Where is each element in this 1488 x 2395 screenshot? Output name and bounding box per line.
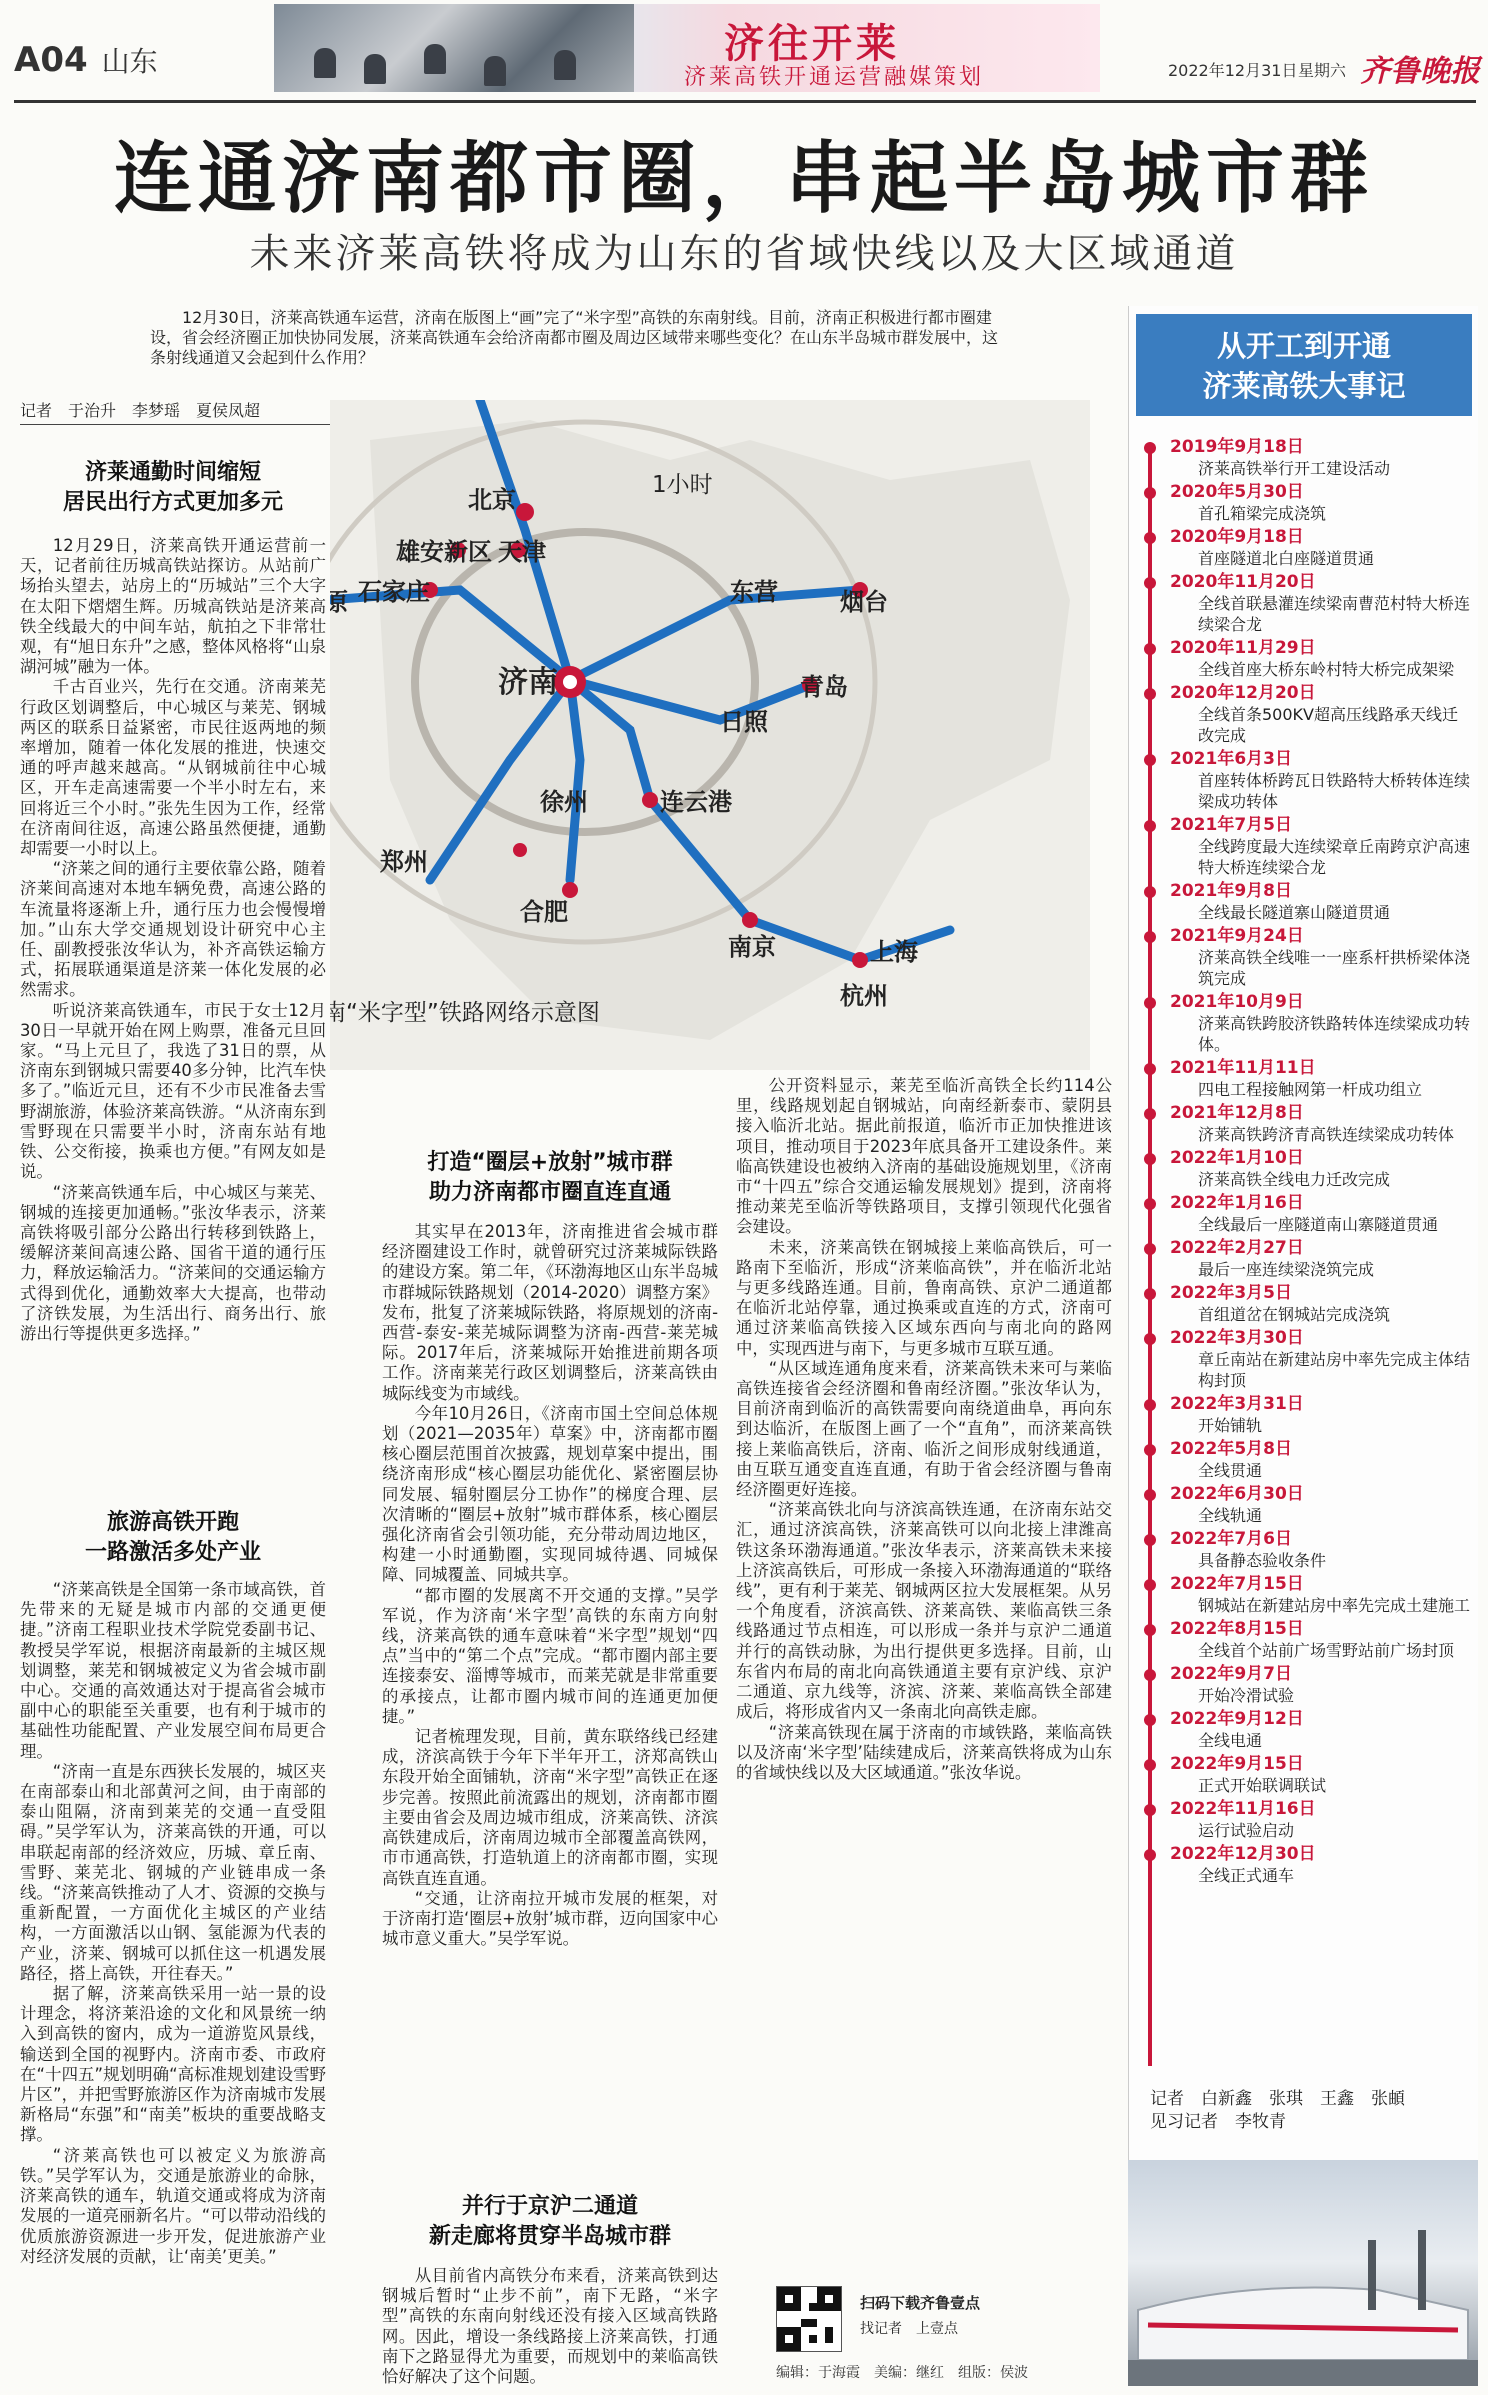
timeline-event (1148, 1528, 1472, 1571)
event-text: 全线首座大桥东岭村特大桥完成架梁 (1198, 660, 1455, 679)
timeline-event (1148, 925, 1472, 989)
timeline-event (1148, 880, 1472, 923)
timeline-event (1148, 1573, 1472, 1616)
train-drawing (1128, 2160, 1478, 2386)
railway-map (330, 400, 1090, 1070)
section-name: 山东 (101, 45, 158, 78)
event-text: 正式开始联调联试 (1198, 1776, 1327, 1795)
timeline-event (1148, 1102, 1472, 1145)
page-number: A04 山东 (14, 40, 158, 80)
event-date: 2021年12月8日 (1170, 1103, 1304, 1123)
timeline-event (1148, 571, 1472, 635)
city-label: 合肥 (520, 898, 568, 926)
editor-credits: 编辑：于海霞 美编：继红 组版：侯波 (776, 2365, 1028, 2381)
timeline-dot-icon (1144, 1579, 1156, 1591)
heading-line: 居民出行方式更加多元 (62, 490, 283, 515)
timeline-dot-icon (1144, 997, 1156, 1009)
banner-title: 济往开莱 (724, 21, 900, 67)
heading-line: 新走廊将贯穿半岛城市群 (428, 2224, 671, 2249)
section-heading (20, 1508, 326, 1568)
timeline-event (1148, 1708, 1472, 1751)
dot-jinan-center (563, 675, 577, 689)
section-heading (382, 2192, 718, 2252)
event-date: 2022年5月8日 (1170, 1439, 1292, 1459)
timeline-dot-icon (1144, 1714, 1156, 1726)
section-body (382, 2266, 718, 2388)
event-text: 首孔箱梁完成浇筑 (1198, 504, 1327, 523)
timeline-event (1148, 1798, 1472, 1841)
timeline-dot-icon (1144, 1534, 1156, 1546)
event-date: 2022年11月16日 (1170, 1799, 1316, 1819)
paragraph: 听说济莱高铁通车，市民于女士12月30日一早就开始在网上购票，准备元旦回家。“马上元旦了，我选了31日的票，从济南东到钢城只需要40多分钟，比汽车快多了。”临近元旦，还有不少市民准备去雪野湖旅游，体验济莱高铁游。“从济南东到雪野现在只需要半小时，济南东站有地铁、公交衔接，换乘也方便。”有网友如是说。 (20, 1000, 326, 1182)
paragraph: “济莱高铁现在属于济南的市域铁路，莱临高铁以及济南‘米字型’陆续建成后，济莱高铁将成为山东的省域快线以及大区域通道。”张汝华说。 (736, 1722, 1112, 1782)
timeline-dot-icon (1144, 820, 1156, 832)
dot-shanghai (852, 952, 868, 968)
timeline-dot-icon (1144, 1153, 1156, 1165)
timeline-dot-icon (1144, 1489, 1156, 1501)
section-body (20, 1580, 326, 2388)
paragraph: 其实早在2013年，济南推进省会城市群经济圈建设工作时，就曾研究过济莱城际铁路的建设方案。第二年，《环渤海地区山东半岛城市群城际铁路规划（2014-2020）调整方案》发布，批复了济莱城际铁路，将原规划的济南-西营-泰安-莱芜城际调整为济南-西营-莱芜城际。2017年后，济莱城际开始推进前期各项工作。济南莱芜行政区划调整后，济莱高铁由城际线变为市域线。 (382, 1222, 718, 1403)
event-text: 济莱高铁跨胶济铁路转体连续梁成功转体。 (1198, 1014, 1471, 1054)
event-date: 2022年3月30日 (1170, 1328, 1304, 1348)
city-label: 青岛 (800, 673, 848, 701)
timeline-dot-icon (1144, 754, 1156, 766)
event-text: 开始冷滑试验 (1198, 1686, 1295, 1705)
event-text: 具备静态验收条件 (1198, 1551, 1327, 1570)
timeline-header (1136, 314, 1472, 416)
heading-line: 一路激活多处产业 (84, 1540, 261, 1565)
event-text: 首座转体桥跨瓦日铁路特大桥转体连续梁成功转体 (1198, 771, 1471, 811)
city-label: 天津 (498, 538, 546, 566)
timeline-dot-icon (1144, 886, 1156, 898)
timeline-dot-icon (1144, 1243, 1156, 1255)
banner-subtitle: 济莱高铁开通运营融媒策划 (684, 65, 985, 90)
timeline-event (1148, 481, 1472, 524)
heading-line: 旅游高铁开跑 (106, 1510, 239, 1535)
event-date: 2020年11月29日 (1170, 638, 1316, 658)
paragraph: 据了解，济莱高铁采用一站一景的设计理念，将济莱沿途的文化和风景统一纳入到高铁的窗内，成为一道游览风景线，输送到全国的视野内。济南市委、市政府在“十四五”规划明确“高标准规划建设雪野片区”，并把雪野旅游区作为济南城市发展新格局“东强”和“南美”板块的重要战略支撑。 (20, 1984, 326, 2145)
section-heading (382, 1148, 718, 1208)
event-date: 2020年11月20日 (1170, 572, 1316, 592)
timeline-event (1148, 1192, 1472, 1235)
paragraph: 未来，济莱高铁在钢城接上莱临高铁后，可一路南下至临沂，形成“济莱临高铁”，并在临沂北站与更多线路连通。目前，鲁南高铁、京沪二通道都在临沂北站停靠，通过换乘或直连的方式，济南可通过济莱临高铁接入区域东西向与南北向的路网中，实现西进与南下，与更多城市互联互通。 (736, 1237, 1112, 1358)
timeline-dot-icon (1144, 442, 1156, 454)
timeline-dot-icon (1144, 1399, 1156, 1411)
timeline-dot-icon (1144, 1288, 1156, 1300)
event-date: 2021年11月11日 (1170, 1058, 1316, 1078)
heading-line: 打造“圈层+放射”城市群 (427, 1150, 673, 1175)
city-label-jinan: 济南 (498, 665, 558, 700)
event-date: 2021年10月9日 (1170, 992, 1304, 1012)
event-date: 2021年9月8日 (1170, 881, 1292, 901)
paragraph: 今年10月26日，《济南市国土空间总体规划（2021—2035年）草案》中，济南都市圈核心圈层范围首次披露，规划草案中提出，围绕济南形成“核心圈层功能优化、紧密圈层协同发展、辐射圈层分工协作”的梯度合理、层次清晰的“圈层+放射”城市群体系，核心圈层强化济南省会引领功能，充分带动周边地区，构建一小时通勤圈，实现同城待遇、同城保障、同城覆盖、同城共享。 (382, 1403, 718, 1585)
timeline-event (1148, 1393, 1472, 1436)
dot-lianyungang (642, 792, 658, 808)
event-date: 2019年9月18日 (1170, 437, 1304, 457)
section-body (20, 536, 326, 1496)
banner-photo (274, 4, 634, 92)
paragraph: “济南一直是东西狭长发展的，城区夹在南部泰山和北部黄河之间，由于南部的泰山阻隔，济南到莱芜的交通一直受阻碍。”吴学军认为，济莱高铁的开通，可以串联起南部的经济效应，历城、章丘南、雪野、莱芜北、钢城的产业链串成一条线。“济莱高铁推动了人才、资源的交换与重新配置，一方面优化主城区的产业结构，一方面激活以山钢、氢能源为代表的产业，济莱、钢城可以抓住这一机遇发展路径，搭上高铁，开往春天。” (20, 1761, 326, 1983)
event-text: 开始铺轨 (1198, 1416, 1263, 1435)
timeline-event (1148, 436, 1472, 479)
event-text: 全线贯通 (1198, 1461, 1263, 1480)
event-text: 全线轨通 (1198, 1506, 1263, 1525)
event-date: 2022年9月15日 (1170, 1754, 1304, 1774)
timeline-event (1148, 1438, 1472, 1481)
event-text: 全线首个站前广场雪野站前广场封顶 (1198, 1641, 1455, 1660)
timeline-dot-icon (1144, 487, 1156, 499)
timeline-dot-icon (1144, 688, 1156, 700)
event-text: 章丘南站在新建站房中率先完成主体结构封顶 (1198, 1350, 1471, 1390)
timeline-event (1148, 637, 1472, 680)
timeline-event (1148, 1237, 1472, 1280)
article-lead: 12月30日，济莱高铁通车运营，济南在版图上“画”完了“米字型”高铁的东南射线。目前，济南正积极进行都市圈建设，省会经济圈正加快协同发展，济莱高铁通车会给济南都市圈及周边区域带来哪些变化？在山东半岛城市群发展中，这条射线通道又会起到什么作用？ (150, 308, 999, 367)
paragraph: “济莱高铁是全国第一条市域高铁，首先带来的无疑是城市内部的交通更便捷。”济南工程职业技术学院党委副书记、教授吴学军说，根据济南最新的主城区规划调整，莱芜和钢城被定义为省会城市副中心。交通的高效通达对于提高省会城市副中心的职能至关重要，也有利于城市的基础性功能配置、产业发展空间布局更合理。 (20, 1580, 326, 1761)
timeline-dot-icon (1144, 931, 1156, 943)
event-text: 全线跨度最大连续梁章丘南跨京沪高速特大桥连续梁合龙 (1198, 837, 1471, 877)
timeline-event (1148, 1483, 1472, 1526)
issue-weekday: 星期六 (1298, 61, 1347, 80)
event-date: 2022年3月5日 (1170, 1283, 1292, 1303)
paragraph: 12月29日，济莱高铁开通运营前一天，记者前往历城高铁站探访。从站前广场抬头望去，站房上的“历城站”三个大字在太阳下熠熠生辉。历城高铁站是济莱高铁全线最大的中间车站，航拍之下非常壮观，有“旭日东升”之感，整体风格将“山泉湖河城”融为一体。 (20, 536, 326, 677)
event-text: 首座隧道北白座隧道贯通 (1198, 549, 1375, 568)
dot-nanjing (742, 912, 758, 928)
timeline-dot-icon (1144, 1759, 1156, 1771)
timeline-list (1148, 436, 1472, 1888)
train-photo (1128, 2160, 1478, 2386)
credit-line: 记者 白新鑫 张琪 王鑫 张頔 (1150, 2089, 1405, 2109)
timeline-dot-icon (1144, 1804, 1156, 1816)
paragraph: 公开资料显示，莱芜至临沂高铁全长约114公里，线路规划起自钢城站，向南经新泰市、蒙阴县接入临沂北站。据此前报道，临沂市正加快推进该项目，推动项目于2023年底具备开工建设条件。莱临高铁建设也被纳入济南的基础设施规划里，《济南市“十四五”综合交通运输发展规划》提到，济南将推动莱芜至临沂等铁路项目，支撑引领现代化强省会建设。 (736, 1076, 1112, 1237)
qr-pattern (777, 2287, 841, 2351)
event-date: 2022年7月15日 (1170, 1574, 1304, 1594)
event-date: 2022年9月7日 (1170, 1664, 1292, 1684)
city-label: 东营 (730, 578, 778, 606)
timeline-event (1148, 1843, 1472, 1886)
event-date: 2020年5月30日 (1170, 482, 1304, 502)
city-label: 北京 (468, 486, 516, 514)
paragraph: “都市圈的发展离不开交通的支撑。”吴学军说，作为济南‘米字型’高铁的东南方向射线，济莱高铁的通车意味着“米字型”规划“四点”当中的“第二个点”完成。“都市圈内部主要连接泰安、淄博等城市，而莱芜就是非常重要的承接点，让都市圈内城市间的连通更加便捷。” (382, 1585, 718, 1726)
timeline-dot-icon (1144, 1669, 1156, 1681)
ring-label: 1小时 (652, 472, 713, 498)
event-date: 2022年7月6日 (1170, 1529, 1292, 1549)
city-label: 郑州 (380, 848, 428, 876)
timeline-dot-icon (1144, 1444, 1156, 1456)
map-caption: 南“米字型”铁路网络示意图 (330, 1000, 600, 1026)
event-date: 2020年12月20日 (1170, 683, 1316, 703)
timeline-event (1148, 748, 1472, 812)
paragraph: “济莱高铁北向与济滨高铁连通，在济南东站交汇，通过济滨高铁，济莱高铁可以向北接上津潍高铁这条环渤海通道。”张汝华表示，济莱高铁未来接上济滨高铁后，可形成一条接入环渤海通道的“联络线”，更有利于莱芜、钢城两区拉大发展框架。从另一个角度看，济滨高铁、济莱高铁、莱临高铁三条线路通过节点相连，可以形成一条并与京沪二通道并行的高铁动脉，为出行提供更多选择。目前，山东省内布局的南北向高铁通道主要有京沪线、京沪二通道、京九线等，济滨、济莱、莱临高铁全部建成后，将形成省内又一条南北向高铁走廊。 (736, 1500, 1112, 1722)
event-text: 全线最长隧道寨山隧道贯通 (1198, 903, 1391, 922)
section-body-continued (736, 1076, 1112, 2276)
paragraph: “济莱高铁通车后，中心城区与莱芜、钢城的连接更加通畅。”张汝华表示，济莱高铁将吸引部分公路出行转移到铁路上，缓解济莱间高速公路、国省干道的通行压力，释放运输活力。“济莱间的交通运输方式得到优化，通勤效率大大提高，也带动了济铁发展，为生活出行、商务出行、旅游出行等提供更多选择。” (20, 1182, 326, 1343)
timeline-event (1148, 814, 1472, 878)
event-text: 全线正式通车 (1198, 1866, 1295, 1885)
heading-line: 并行于京沪二通道 (461, 2194, 638, 2219)
qr-title: 扫码下载齐鲁壹点 (860, 2294, 981, 2312)
event-text: 全线首联悬灌连续梁南曹范村特大桥连续梁合龙 (1198, 594, 1471, 634)
event-date: 2022年1月10日 (1170, 1148, 1304, 1168)
article-subtitle: 未来济莱高铁将成为山东的省域快线以及大区域通道 (249, 231, 1239, 277)
timeline-event (1148, 1057, 1472, 1100)
event-date: 2022年3月31日 (1170, 1394, 1304, 1414)
qr-code[interactable] (776, 2286, 842, 2352)
timeline-event (1148, 1753, 1472, 1796)
timeline-dot-icon (1144, 1108, 1156, 1120)
heading-line: 济莱通勤时间缩短 (84, 460, 261, 485)
paragraph: “从区域连通角度来看，济莱高铁未来可与莱临高铁连接省会经济圈和鲁南经济圈。”张汝华认为，目前济南到临沂的高铁需要向南绕道曲阜，再向东到达临沂，在版图上画了一个“直角”，而济莱高铁接上莱临高铁后，济南、临沂之间形成射线通道，由互联互通变直连直通，有助于省会经济圈与鲁南经济圈更好连接。 (736, 1358, 1112, 1500)
event-date: 2021年6月3日 (1170, 749, 1292, 769)
event-date: 2022年2月27日 (1170, 1238, 1304, 1258)
railway-map-svg (330, 400, 1090, 1070)
heading-line: 助力济南都市圈直连直通 (428, 1180, 671, 1205)
event-date: 2022年12月30日 (1170, 1844, 1316, 1864)
issue-date: 2022年12月31日 (1168, 61, 1298, 80)
city-label: 南京 (728, 933, 776, 961)
event-text: 济莱高铁全线电力迁改完成 (1198, 1170, 1391, 1189)
article-byline: 记者 于治升 李梦瑶 夏侯凤超 (20, 398, 340, 425)
timeline-dot-icon (1144, 577, 1156, 589)
newspaper-logo: 齐鲁晚报 (1360, 54, 1480, 89)
timeline-dot-icon (1144, 643, 1156, 655)
city-label: 雄安新区 (396, 538, 492, 566)
event-text: 全线首条500KV超高压线路承天线迁改完成 (1198, 705, 1458, 745)
paragraph: 从目前省内高铁分布来看，济莱高铁到达钢城后暂时“止步不前”，南下无路，“米字型”高铁的东南向射线还没有接入区域高铁路网。因此，增设一条线路接上济莱高铁，打通南下之路显得尤为重要，而规划中的莱临高铁恰好解决了这个问题。 (382, 2266, 718, 2387)
paragraph: 记者梳理发现，目前，黄东联络线已经建成，济滨高铁于今年下半年开工，济郑高铁山东段开始全面铺轨，济南“米字型”高铁正在逐步完善。按照此前流露出的规划，济南都市圈主要由省会及周边城市组成，济莱高铁、济滨高铁建成后，济南周边城市全部覆盖高铁网，市市通高铁，打造轨道上的济南都市圈，实现高铁直连直通。 (382, 1727, 718, 1888)
timeline-title: 济莱高铁大事记 (1202, 369, 1406, 403)
article-title: 连通济南都市圈，串起半岛城市群 (113, 134, 1374, 224)
timeline-event (1148, 1663, 1472, 1706)
timeline-dot-icon (1144, 1849, 1156, 1861)
timeline-event (1148, 1147, 1472, 1190)
event-date: 2022年1月16日 (1170, 1193, 1304, 1213)
timeline-event (1148, 991, 1472, 1055)
dot-xuzhou (513, 843, 527, 857)
event-date: 2022年6月30日 (1170, 1484, 1304, 1504)
city-label: 上海 (870, 938, 918, 966)
qr-subtitle: 找记者 上壹点 (860, 2321, 958, 2337)
banner (274, 4, 1100, 92)
event-date: 2021年9月24日 (1170, 926, 1304, 946)
event-text: 全线最后一座隧道南山寨隧道贯通 (1198, 1215, 1439, 1234)
timeline-dot-icon (1144, 1624, 1156, 1636)
event-text: 运行试验启动 (1198, 1821, 1295, 1840)
event-text: 济莱高铁举行开工建设活动 (1198, 459, 1391, 478)
sidebar-credits (1150, 2088, 1470, 2134)
event-text: 全线电通 (1198, 1731, 1263, 1750)
event-date: 2021年7月5日 (1170, 815, 1292, 835)
section-heading (20, 458, 326, 518)
section-body (382, 1222, 718, 2182)
timeline-event (1148, 526, 1472, 569)
paragraph: “济莱之间的通行主要依靠公路，随着济莱间高速对本地车辆免费，高速公路的车流量将逐渐上升，通行压力也会慢慢增加。”山东大学交通规划设计研究中心主任、副教授张汝华认为，补齐高铁运输方式，拓展联通渠道是济莱一体化发展的必然需求。 (20, 859, 326, 1000)
dot-beijing (516, 503, 534, 521)
timeline-event (1148, 1282, 1472, 1325)
event-text: 四电工程接触网第一杆成功组立 (1198, 1080, 1423, 1099)
event-date: 2022年9月12日 (1170, 1709, 1304, 1729)
paragraph: “济莱高铁也可以被定义为旅游高铁。”吴学军认为，交通是旅游业的命脉，济莱高铁的通车，轨道交通或将成为济南发展的一道亮丽新名片。“可以带动沿线的优质旅游资源进一步开发，促进旅游产业对经济发展的贡献，让‘南美’更美。” (20, 2145, 326, 2266)
header-rule (14, 100, 1476, 103)
city-label: 杭州 (840, 982, 888, 1010)
timeline-dot-icon (1144, 1198, 1156, 1210)
event-date: 2022年8月15日 (1170, 1619, 1304, 1639)
paragraph: “交通，让济南拉开城市发展的框架，对于济南打造‘圈层+放射’城市群，迈向国家中心城市意义重大。”吴学军说。 (382, 1888, 718, 1949)
timeline-title: 从开工到开通 (1216, 329, 1391, 363)
city-label: 石家庄 (358, 578, 430, 606)
timeline-dot-icon (1144, 1063, 1156, 1075)
event-text: 钢城站在新建站房中率先完成土建施工 (1198, 1596, 1471, 1615)
timeline-event (1148, 1327, 1472, 1391)
event-text: 济莱高铁全线唯一一座系杆拱桥梁体浇筑完成 (1198, 948, 1471, 988)
city-label: 烟台 (840, 588, 888, 616)
timeline-dot-icon (1144, 1333, 1156, 1345)
timeline-event (1148, 682, 1472, 746)
city-label: 原 (330, 588, 348, 616)
credit-line: 见习记者 李牧青 (1150, 2112, 1286, 2132)
city-label: 日照 (720, 708, 768, 736)
event-text: 济莱高铁跨济青高铁连续梁成功转体 (1198, 1125, 1455, 1144)
city-label: 连云港 (660, 788, 732, 816)
event-text: 首组道岔在钢城站完成浇筑 (1198, 1305, 1391, 1324)
event-text: 最后一座连续梁浇筑完成 (1198, 1260, 1375, 1279)
timeline-event (1148, 1618, 1472, 1661)
city-label: 徐州 (540, 788, 588, 816)
event-date: 2020年9月18日 (1170, 527, 1304, 547)
timeline-dot-icon (1144, 532, 1156, 544)
dot-hefei (562, 882, 578, 898)
paragraph: 千古百业兴，先行在交通。济南莱芜行政区划调整后，中心城区与莱芜、钢城两区的联系日益紧密，市民往返两地的频率增加，随着一体化发展的推进，快速交通的呼声越来越高。“从钢城前往中心城区，开车走高速需要一个半小时左右，来回将近三个小时。”张先生因为工作，经常在济南间往返，高速公路虽然便捷，通勤却需要一小时以上。 (20, 677, 326, 859)
